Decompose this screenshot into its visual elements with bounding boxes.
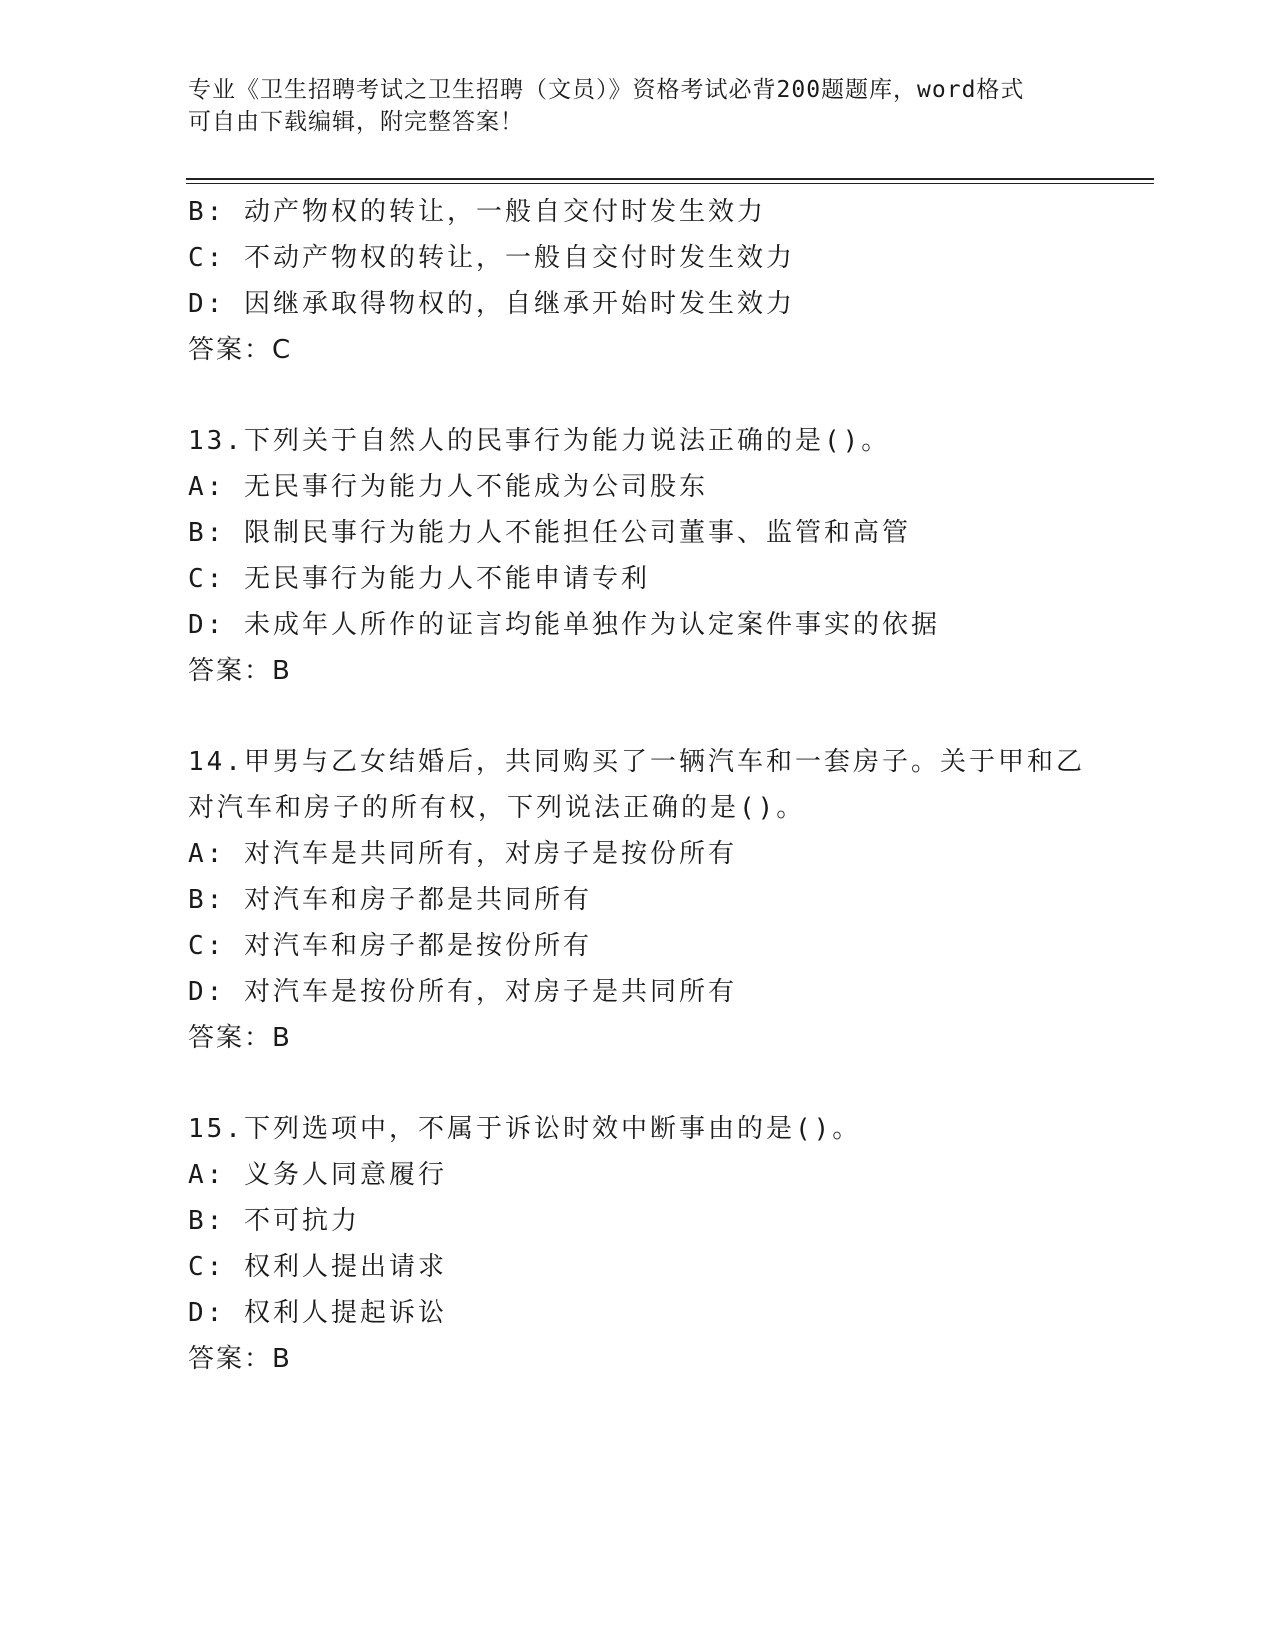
question-spacer <box>188 1061 1128 1106</box>
option-a: A: 无民事行为能力人不能成为公司股东 <box>188 472 708 502</box>
answer-line: 答案：B <box>188 656 292 686</box>
question-stem: 15.下列选项中，不属于诉讼时效中断事由的是()。 <box>188 1114 862 1144</box>
option-a: A: 义务人同意履行 <box>188 1160 447 1190</box>
document-header <box>188 74 1088 138</box>
question-list <box>188 189 1128 1382</box>
header-divider-thick <box>186 178 1154 180</box>
question-stem: 14.甲男与乙女结婚后，共同购买了一辆汽车和一套房子。关于甲和乙 <box>188 747 1085 777</box>
option-b: B: 不可抗力 <box>188 1206 360 1236</box>
question-spacer <box>188 694 1128 739</box>
question-12-continued <box>188 189 1128 373</box>
option-c: C: 不动产物权的转让，一般自交付时发生效力 <box>188 243 795 273</box>
header-title-line-2: 可自由下载编辑，附完整答案！ <box>188 109 524 135</box>
option-b: B: 限制民事行为能力人不能担任公司董事、监管和高管 <box>188 518 911 548</box>
header-divider-thin <box>186 183 1154 184</box>
option-d: D: 权利人提起诉讼 <box>188 1298 447 1328</box>
answer-line: 答案：B <box>188 1344 292 1374</box>
option-d: D: 未成年人所作的证言均能单独作为认定案件事实的依据 <box>188 610 940 640</box>
option-d: D: 对汽车是按份所有，对房子是共同所有 <box>188 977 737 1007</box>
question-spacer <box>188 373 1128 418</box>
option-c: C: 权利人提出请求 <box>188 1252 447 1282</box>
option-b: B: 动产物权的转让，一般自交付时发生效力 <box>188 197 766 227</box>
question-stem-continued: 对汽车和房子的所有权，下列说法正确的是()。 <box>188 793 806 823</box>
header-title-line-1: 专业《卫生招聘考试之卫生招聘（文员）》资格考试必背200题题库，word格式 <box>188 77 1025 103</box>
option-a: A: 对汽车是共同所有，对房子是按份所有 <box>188 839 737 869</box>
question-15 <box>188 1106 1128 1382</box>
answer-line: 答案：C <box>188 335 293 365</box>
option-b: B: 对汽车和房子都是共同所有 <box>188 885 592 915</box>
question-14 <box>188 739 1128 1061</box>
option-c: C: 无民事行为能力人不能申请专利 <box>188 564 650 594</box>
option-d: D: 因继承取得物权的，自继承开始时发生效力 <box>188 289 795 319</box>
answer-line: 答案：B <box>188 1023 292 1053</box>
question-stem: 13.下列关于自然人的民事行为能力说法正确的是()。 <box>188 426 891 456</box>
option-c: C: 对汽车和房子都是按份所有 <box>188 931 592 961</box>
question-13 <box>188 418 1128 694</box>
